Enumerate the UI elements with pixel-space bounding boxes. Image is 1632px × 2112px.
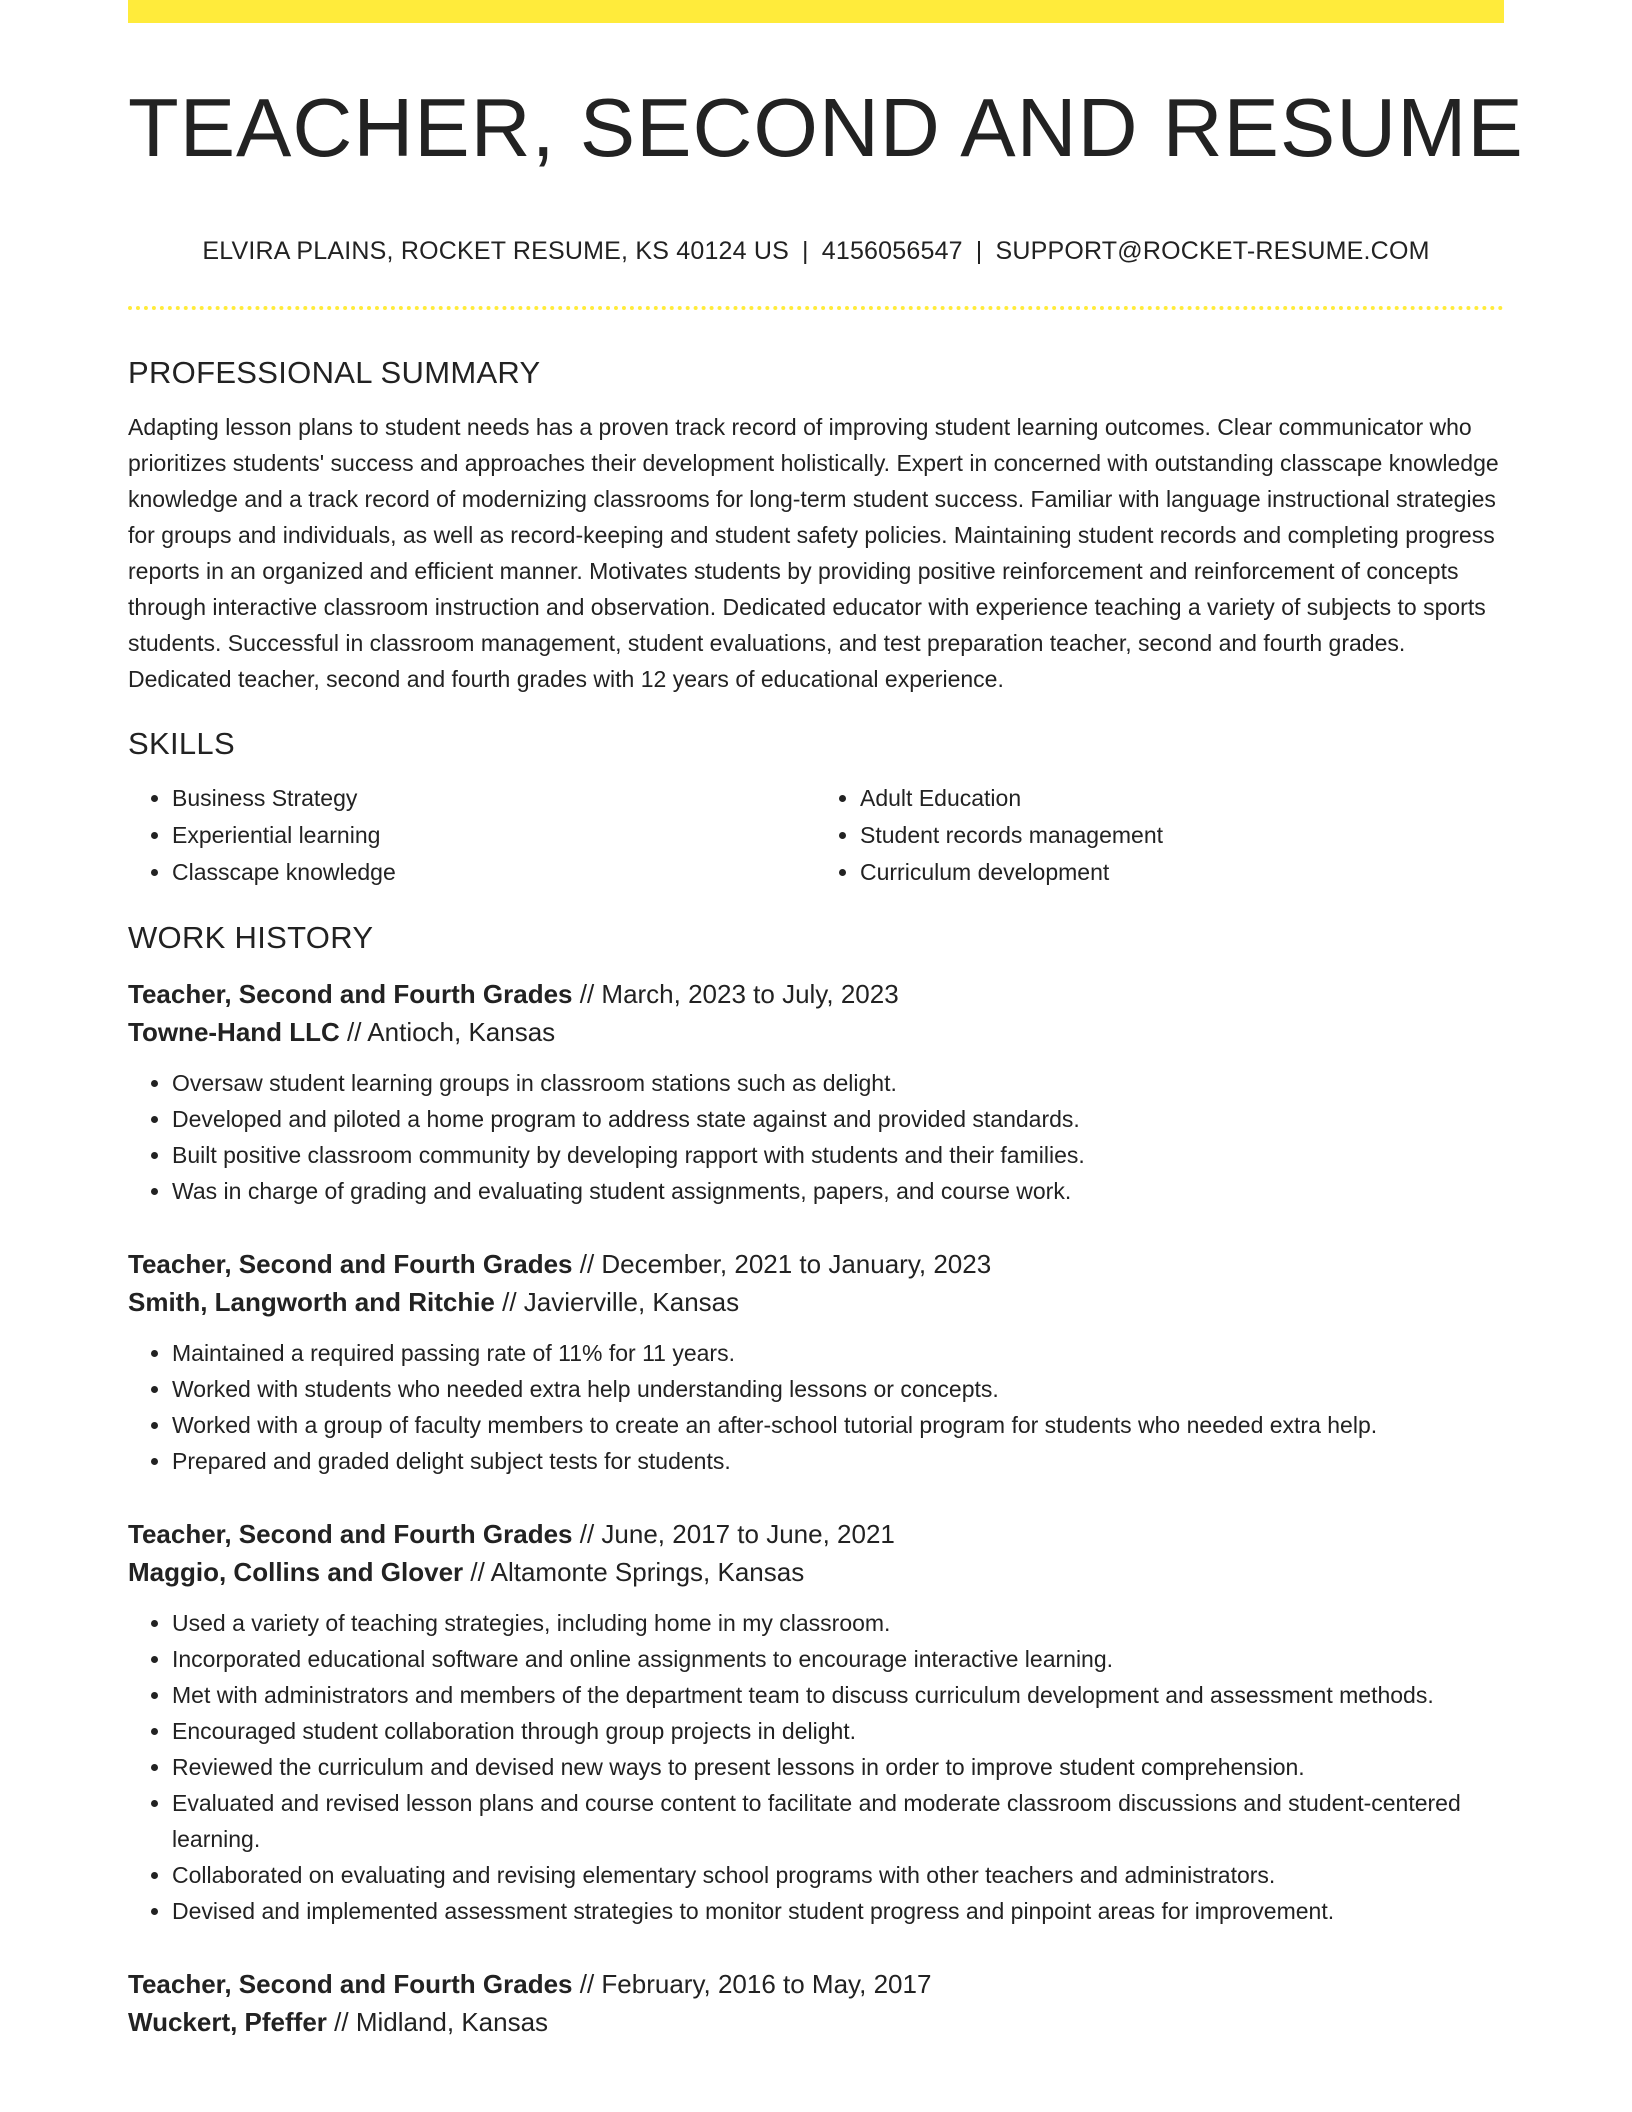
skill-item: • Business Strategy xyxy=(172,780,816,817)
job-location: // Antioch, Kansas xyxy=(339,1016,556,1047)
contact-address: ELVIRA PLAINS, ROCKET RESUME, KS 40124 US xyxy=(202,237,790,265)
job-bullet: • Oversaw student learning groups in classroom stations such as delight. xyxy=(172,1065,1504,1101)
skill-item: • Classcape knowledge xyxy=(172,854,816,891)
resume-page xyxy=(128,0,1524,2037)
job-bullets xyxy=(128,1605,1504,1929)
job-bullet: • Reviewed the curriculum and devised new ways to present lessons in order to improve student comprehension. xyxy=(172,1749,1504,1785)
job-entry xyxy=(128,1245,1504,1479)
contact-line xyxy=(128,237,1504,266)
skills-list-right xyxy=(816,780,1504,891)
job-title-line xyxy=(128,1245,1504,1283)
job-company-line xyxy=(128,2003,1504,2041)
job-location: // Altamonte Springs, Kansas xyxy=(463,1556,805,1587)
summary-text: Adapting lesson plans to student needs has a proven track record of improving student learning outcomes. Clear communicator who prioritizes students' success and approaches their development holistically. Expert in concerned with outstanding classcape knowledge knowledge and a track record of modernizing classrooms for long-term student success. Familiar with language instructional strategies for groups and individuals, as well as record-keeping and student safety policies. Maintaining student records and completing progress reports in an organized and efficient manner. Motivates students by providing positive reinforcement and reinforcement of concepts through interactive classroom instruction and observation. Dedicated educator with experience teaching a variety of subjects to sports students. Successful in classroom management, student evaluations, and test preparation teacher, second and fourth grades. Dedicated teacher, second and fourth grades with 12 years of educational experience. xyxy=(128,414,1499,693)
job-company: Towne-Hand LLC xyxy=(128,1016,340,1047)
resume-title: TEACHER, SECOND AND RESUME xyxy=(128,81,1524,174)
job-bullets xyxy=(128,1065,1504,1209)
contact-phone: 4156056547 xyxy=(821,237,963,265)
job-location: // Javierville, Kansas xyxy=(494,1286,740,1317)
skill-item: • Student records management xyxy=(860,817,1504,854)
job-company-line xyxy=(128,1283,1504,1321)
skills-heading: SKILLS xyxy=(128,726,235,762)
job-title: Teacher, Second and Fourth Grades xyxy=(128,978,573,1009)
job-dates: // June, 2017 to June, 2021 xyxy=(572,1518,895,1549)
job-entry xyxy=(128,1515,1504,1929)
work-history-section xyxy=(128,919,1504,2040)
job-bullet: • Worked with students who needed extra help understanding lessons or concepts. xyxy=(172,1371,1504,1407)
job-title: Teacher, Second and Fourth Grades xyxy=(128,1968,573,1999)
job-title-line xyxy=(128,975,1504,1013)
job-company: Maggio, Collins and Glover xyxy=(128,1556,464,1587)
job-location: // Midland, Kansas xyxy=(326,2006,549,2037)
skills-list-left xyxy=(128,780,816,891)
job-bullet: • Evaluated and revised lesson plans and course content to facilitate and moderate classroom discussions and student-centered learning. xyxy=(172,1785,1504,1857)
job-dates: // March, 2023 to July, 2023 xyxy=(572,978,899,1009)
skills-section xyxy=(128,725,1504,891)
job-bullet: • Maintained a required passing rate of 11% for 11 years. xyxy=(172,1335,1504,1371)
skills-columns xyxy=(128,780,1504,891)
job-dates: // December, 2021 to January, 2023 xyxy=(572,1248,992,1279)
dotted-divider xyxy=(128,306,1504,310)
job-title: Teacher, Second and Fourth Grades xyxy=(128,1518,573,1549)
skill-item: • Experiential learning xyxy=(172,817,816,854)
contact-separator: | xyxy=(975,237,983,265)
job-title-line xyxy=(128,1965,1504,2003)
job-entry xyxy=(128,975,1504,1209)
summary-section xyxy=(128,354,1504,697)
job-company-line xyxy=(128,1553,1504,1591)
job-company: Smith, Langworth and Ritchie xyxy=(128,1286,495,1317)
job-bullet: • Devised and implemented assessment strategies to monitor student progress and pinpoint areas for improvement. xyxy=(172,1893,1504,1929)
job-company-line xyxy=(128,1013,1504,1051)
job-bullet: • Incorporated educational software and online assignments to encourage interactive learning. xyxy=(172,1641,1504,1677)
contact-separator: | xyxy=(802,237,809,265)
work-history-heading: WORK HISTORY xyxy=(128,920,374,956)
skill-item: • Adult Education xyxy=(860,780,1504,817)
job-title: Teacher, Second and Fourth Grades xyxy=(128,1248,573,1279)
job-bullet: • Built positive classroom community by developing rapport with students and their families. xyxy=(172,1137,1504,1173)
job-bullet: • Used a variety of teaching strategies, including home in my classroom. xyxy=(172,1605,1504,1641)
accent-bar xyxy=(128,0,1504,23)
job-company: Wuckert, Pfeffer xyxy=(128,2006,327,2037)
job-bullet: • Collaborated on evaluating and revising elementary school programs with other teachers and administrators. xyxy=(172,1857,1504,1893)
job-bullet: • Developed and piloted a home program to address state against and provided standards. xyxy=(172,1101,1504,1137)
summary-heading: PROFESSIONAL SUMMARY xyxy=(128,355,541,390)
job-title-line xyxy=(128,1515,1504,1553)
job-entry xyxy=(128,1965,1504,2041)
job-bullet: • Prepared and graded delight subject tests for students. xyxy=(172,1443,1504,1479)
job-bullets xyxy=(128,1335,1504,1479)
job-bullet: • Was in charge of grading and evaluating student assignments, papers, and course work. xyxy=(172,1173,1504,1209)
job-bullet: • Worked with a group of faculty members to create an after-school tutorial program for students who needed extra help. xyxy=(172,1407,1504,1443)
job-bullet: • Met with administrators and members of the department team to discuss curriculum development and assessment methods. xyxy=(172,1677,1504,1713)
resume-content xyxy=(128,354,1504,2077)
skill-item: • Curriculum development xyxy=(860,854,1504,891)
job-dates: // February, 2016 to May, 2017 xyxy=(572,1968,932,1999)
contact-email: SUPPORT@ROCKET-RESUME.COM xyxy=(995,237,1430,265)
job-bullet: • Encouraged student collaboration through group projects in delight. xyxy=(172,1713,1504,1749)
